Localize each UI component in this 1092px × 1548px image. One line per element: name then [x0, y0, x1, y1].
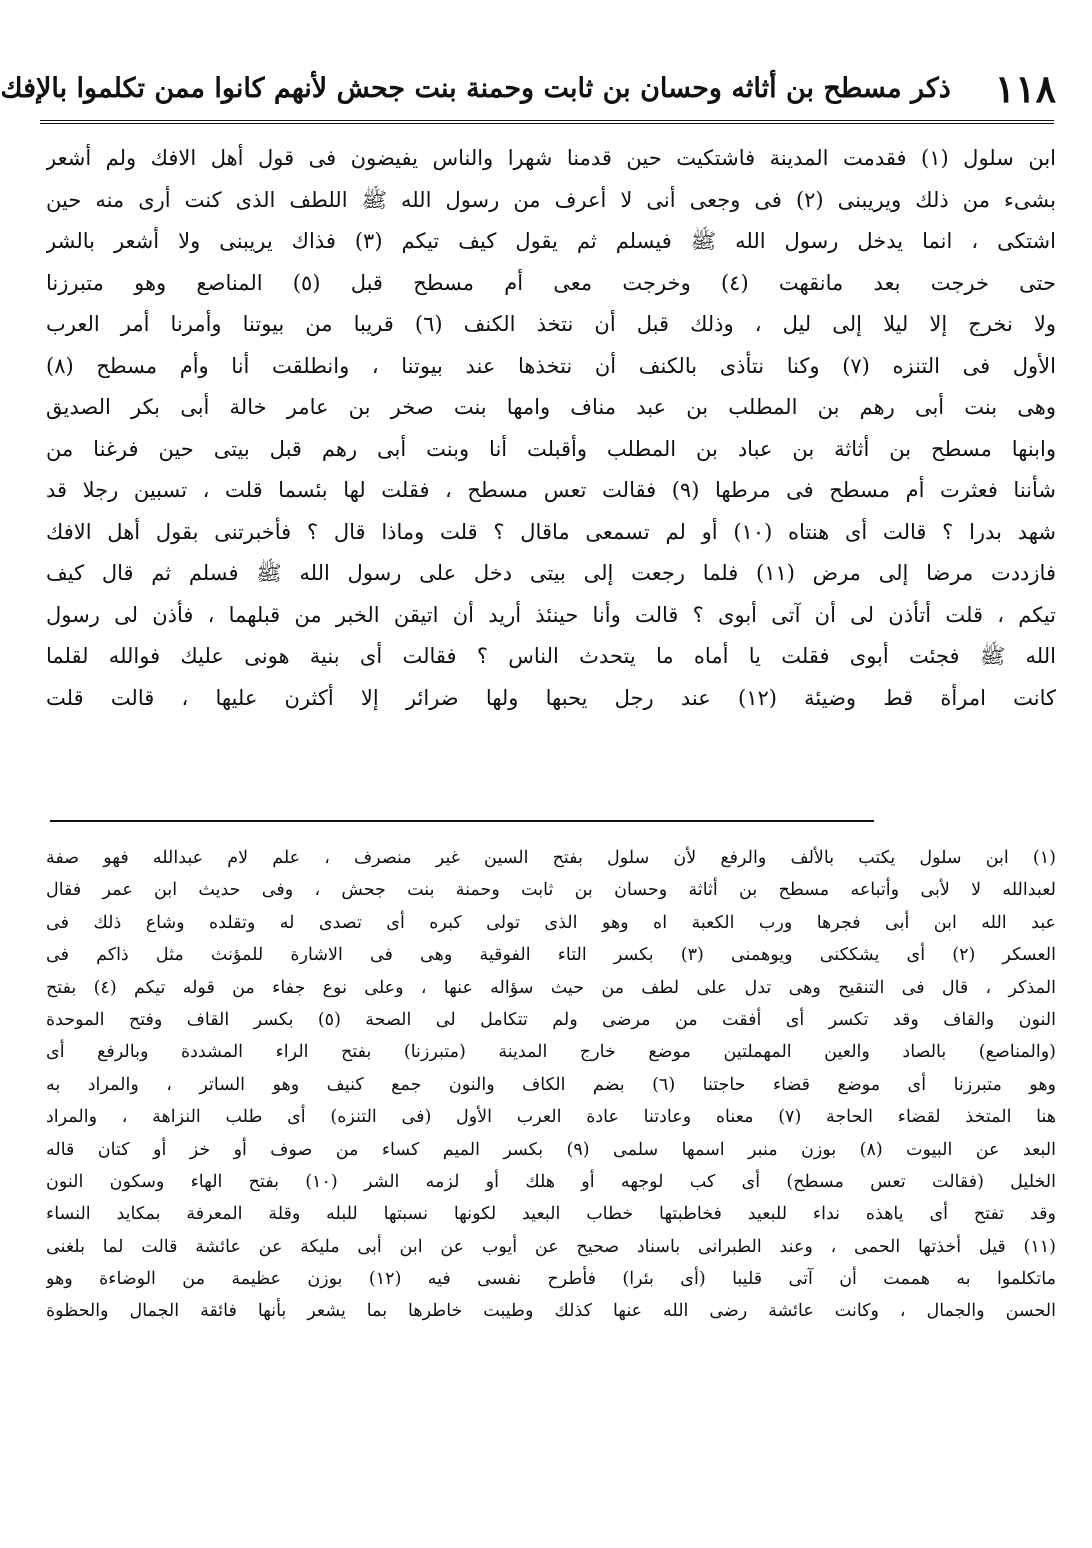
main-text-line: حتى خرجت بعد مانقهت (٤) وخرجت معى أم مسطح قبل (٥) المناصع وهو متبرزنا — [46, 270, 1056, 295]
main-text-line: الله ﷺ فجئت أبوى فقلت يا أماه ما يتحدث الناس ؟ فقالت أى بنية هونى عليك فوالله لقلما — [46, 644, 1056, 668]
footnote-line: الحسن والجمال ، وكانت عائشة رضى الله عنها كذلك وطيبت خاطرها بما يشعر بأنها فائقة الجمال والحظوة — [46, 1301, 1056, 1322]
footnote-line: العسكر (٢) أى يشككنى ويوهمنى (٣) بكسر التاء الفوقية وهى فى الاشارة للمؤنث مثل ذاكم فى — [46, 945, 1056, 966]
main-text-line: وابنها مسطح بن أثاثة بن عباد بن المطلب وأقبلت أنا وبنت أبى رهم قبل بيتى حين فرغنا من — [46, 436, 1056, 461]
main-text — [46, 138, 1056, 719]
running-title: ذكر مسطح بن أثاثه وحسان بن ثابت وحمنة بنت جحش لأنهم كانوا ممن تكلموا بالإفك — [0, 72, 951, 104]
main-text-line: فازددت مرضا إلى مرض (١١) فلما رجعت إلى بيتى دخل على رسول الله ﷺ فسلم ثم قال كيف — [46, 561, 1056, 585]
main-text-line: شأننا فعثرت أم مسطح فى مرطها (٩) فقالت تعس مسطح ، فقلت لها بئسما قلت ، تسبين رجلا قد — [46, 478, 1056, 502]
footnote-line: البعد عن البيوت (٨) بوزن منبر اسمها سلمى (٩) بكسر الميم كساء من صوف أو خز أو كتان قاله — [46, 1139, 1056, 1160]
footnote-line: هنا المتخذ لقضاء الحاجة (٧) معناه وعادتنا عادة العرب الأول (فى التنزه) أى طلب النزاهة ، والمراد — [46, 1107, 1056, 1128]
main-text-line: بشىء من ذلك ويريبنى (٢) فى وجعى أنى لا أعرف من رسول الله ﷺ اللطف الذى كنت أرى منه حين — [46, 187, 1056, 212]
footnote-line: المذكر ، قال فى التنقيح وهى تدل على لطف من حيث سؤاله عنها ، وعلى نوع جفاء من قوله تيكم (٤) بفتح — [46, 977, 1056, 998]
footnote-line: عبد الله ابن أبى فجرها ورب الكعبة اه وهو الذى تولى كبره أى تصدى له وتقلده وشاع ذلك فى — [46, 912, 1056, 933]
main-text-line: الأول فى التنزه (٧) وكنا نتأذى بالكنف أن نتخذها عند بيوتنا ، وانطلقت أنا وأم مسطح (٨) — [46, 353, 1056, 378]
footnote-line: النون والقاف وقد تكسر أى أفقت من مرضى ولم تتكامل لى الصحة (٥) بكسر القاف وفتح الموحدة — [46, 1009, 1056, 1030]
footnote-line: وقد تفتح أى ياهذه نداء للبعيد فخاطبتها خطاب البعيد لكونها نسبتها للبله وقلة المعرفة بمكايد النساء — [46, 1204, 1056, 1225]
main-text-line: كانت امرأة قط وضيئة (١٢) عند رجل يحبها ولها ضرائر إلا أكثرن عليها ، قالت قلت — [46, 685, 1056, 710]
main-text-line: ولا نخرج إلا ليلا إلى ليل ، وذلك قبل أن نتخذ الكنف (٦) قريبا من بيوتنا وأمرنا أمر العرب — [46, 312, 1056, 336]
page-header — [0, 58, 1056, 118]
footnote-line: (والمناصع) بالصاد والعين المهملتين موضع خارج المدينة (متبرزنا) بفتح الراء المشددة وبالرفع أى — [46, 1042, 1056, 1063]
footnote-line: لعبدالله لا لأبى وأتباعه مسطح بن أثاثة وحسان بن ثابت وحمنة بنت جحش ، وفى حديث ابن عمر فقال — [46, 880, 1056, 901]
footnote-line: (١) ابن سلول يكتب بالألف والرفع لأن سلول بفتح السين غير منصرف ، علم لام عبدالله فهو صفة — [46, 848, 1056, 868]
footnote-separator — [50, 820, 874, 822]
footnote-line: وهو متبرزنا أى موضع قضاء حاجتنا (٦) بضم الكاف والنون جمع كنيف وهو الساتر ، والمراد به — [46, 1074, 1056, 1095]
main-text-line: اشتكى ، انما يدخل رسول الله ﷺ فيسلم ثم يقول كيف تيكم (٣) فذاك يريبنى ولا أشعر بالشر — [46, 229, 1056, 253]
main-text-line: ابن سلول (١) فقدمت المدينة فاشتكيت حين قدمنا شهرا والناس يفيضون فى قول أهل الافك ولم أشعر — [46, 146, 1056, 170]
page-number: ١١٨ — [994, 65, 1056, 111]
main-text-line: وهى بنت أبى رهم بن المطلب بن عبد مناف وامها بنت صخر بن عامر خالة أبى بكر الصديق — [46, 395, 1056, 419]
footnote-line: (١١) قيل أخذتها الحمى ، وعند الطبرانى باسناد صحيح عن أيوب عن ابن أبى مليكة عن عائشة قالت لما بلغنى — [46, 1236, 1056, 1257]
footnote-line: ماتكلموا به هممت أن آتى قليبا (أى بئرا) فأطرح نفسى فيه (١٢) بوزن عظيمة من الوضاءة وهو — [46, 1269, 1056, 1290]
main-text-line: شهد بدرا ؟ قالت أى هنتاه (١٠) أو لم تسمعى ماقال ؟ قلت وماذا قال ؟ فأخبرتنى بقول أهل الافك — [46, 519, 1056, 544]
footnotes — [46, 842, 1056, 1328]
main-text-line: تيكم ، قلت أتأذن لى أن آتى أبوى ؟ قالت وأنا حينئذ أريد أن اتيقن الخبر من قبلهما ، فأذن لى رسول — [46, 602, 1056, 627]
footnote-line: الخليل (فقالت تعس مسطح) أى كب لوجهه أو هلك أو لزمه الشر (١٠) بفتح الهاء وسكون النون — [46, 1171, 1056, 1192]
header-double-rule — [40, 120, 1054, 124]
